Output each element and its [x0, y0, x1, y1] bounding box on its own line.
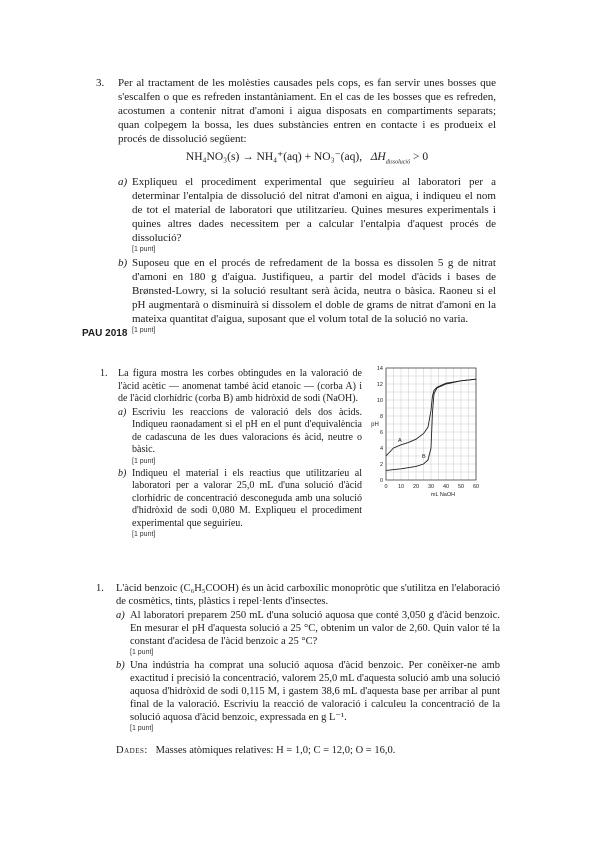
part-a [116, 609, 500, 658]
data-text: Masses atòmiques relatives: H = 1,0; C = 12,0; O = 16,0. [155, 745, 396, 756]
part-label: b) [118, 467, 127, 479]
section-heading: PAU 2018 [82, 328, 128, 339]
part-label: b) [116, 660, 125, 671]
y-tick-label: 14 [376, 366, 383, 372]
series-label-A: A [398, 438, 402, 445]
part-b [116, 659, 500, 734]
question-3 [96, 76, 496, 336]
eq-delta: $\Delta H_{dissolució}$ [370, 151, 411, 166]
y-tick-label: 4 [379, 446, 383, 452]
part-b [118, 256, 496, 336]
y-tick-label: 2 [379, 462, 383, 468]
question-intro: La figura mostra les corbes obtingudes en la valoració de l'àcid acètic — anomenat també àcid etanoic — (corba A) i de l'àcid clorhídric (corba B) amb hidròxid de sodi (NaOH). [118, 368, 362, 404]
question-1-titration [100, 368, 362, 540]
question-number: 1. [96, 583, 104, 594]
chart-grid [386, 368, 476, 480]
part-text: Escriviu les reaccions de valoració dels dos àcids. Indiqueu raonadament si el pH en el punt d'equivalència de cadascuna de les dues valoracions és àcid, neutre o bàsic. [132, 406, 362, 455]
x-tick-label: 60 [472, 484, 480, 490]
x-tick-label: 50 [457, 484, 465, 490]
eq-product2: NO₃⁻(aq) [313, 151, 360, 163]
part-b [118, 468, 362, 541]
y-tick-label: 6 [379, 430, 383, 436]
y-axis-label: pH [371, 422, 379, 428]
x-axis-label: mL NaOH [430, 492, 456, 498]
question-1-benzoic [96, 582, 500, 757]
eq-reactant: NH₄NO₃(s) [185, 151, 240, 163]
part-label: a) [118, 176, 128, 189]
points-label: [1 punt] [132, 327, 156, 335]
part-text: Una indústria ha comprat una solució aquosa d'àcid benzoic. Per conèixer-ne amb exactitud i precisió la concentració, valorem 25,0 mL d'aquesta solució amb una solució aquosa d'hidròxid de sodi 0,115 M, i gastem 38,6 mL d'aquesta base per arribar al punt final de la valoració. Escriviu la reacció de valoració i calculeu la concentració de la solució aquosa d'àcid benzoic, expressada en g L⁻¹. [130, 660, 500, 723]
part-label: a) [116, 610, 125, 621]
part-label: b) [118, 257, 128, 270]
x-tick-label: 30 [427, 484, 435, 490]
eq-condition: > 0 [412, 151, 429, 163]
points-label: [1 punt] [132, 531, 156, 538]
titration-chart [364, 362, 484, 504]
part-text: Indiqueu el material i els reactius que utilitzaríeu al laboratori per a valorar 25,0 mL d'una solució d'àcid clorhídric de concentració desconeguda amb una solució d'hidròxid de sodi 0,080 M. Expliqueu el procediment experimental que seguiríeu. [132, 467, 362, 529]
eq-product1: NH₄⁺(aq) [256, 151, 302, 163]
part-a [118, 407, 362, 467]
part-a [118, 175, 496, 255]
y-tick-label: 0 [379, 478, 383, 484]
question-intro: Per al tractament de les molèsties causades pels cops, es fan servir unes bosses que s'escalfen o que es refreden instantàniament. En el cas de les bosses que es refreden, acostumen a contenir nitrat d'amoni i aigua disposats en compartiments separats; quan colpegem la bossa, les dues substàncies entren en contacte i es produeix el procés de dissolució següent: [118, 77, 496, 145]
part-label: a) [118, 406, 127, 418]
eq-plus: + [304, 151, 312, 163]
x-tick-label: 10 [397, 484, 405, 490]
y-tick-label: 8 [379, 414, 383, 420]
data-line [116, 744, 500, 757]
part-text: Expliqueu el procediment experimental que seguiríeu al laboratori per a determinar l'entalpia de dissolució del nitrat d'amoni en aigua, i indiqueu el nom de tot el material de laboratori que utilitzaríeu. Quines mesures experimentals i quines altres dades necessitem per a calcular l'entalpia d'aquest procés de dissolució? [132, 176, 496, 245]
question-intro: L'àcid benzoic (C₆H₅COOH) és un àcid carboxílic monopròtic que s'utilitza en l'elaboració de cosmètics, tints, plàstics i repel·lents d'insectes. [116, 583, 500, 607]
x-tick-label: 0 [384, 484, 388, 490]
question-number: 3. [96, 77, 105, 89]
part-text: Al laboratori preparem 250 mL d'una solució aquosa que conté 3,050 g d'àcid benzoic. En mesurar el pH d'aquesta solució a 25 °C, obtenim un valor de 2,60. Quin valor té la constant d'acidesa de l'àcid benzoic a 25 °C? [130, 610, 500, 647]
part-text: Suposeu que en el procés de refredament de la bossa es dissolen 5 g de nitrat d'amoni en 180 g d'aigua. Justifiqueu, a partir del model d'àcids i bases de Brønsted-Lowry, si la solució resultant serà àcida, neutra o bàsica. Raoneu si el pH augmentarà o disminuirà si dissolem el doble de grams de nitrat d'amoni en la mateixa quantitat d'aigua, suposant que el volum total de la solució no varia. [132, 257, 496, 326]
points-label: [1 punt] [132, 457, 156, 465]
x-tick-label: 20 [412, 484, 420, 490]
eq-arrow: → [242, 151, 254, 163]
dissolution-equation: NH₄NO₃(s) → NH₄⁺(aq) + NO₃⁻(aq), $\Delta H_{dissolució} > 0$ [185, 151, 429, 166]
series-label-B: B [422, 454, 426, 461]
y-tick-label: 10 [376, 398, 383, 404]
points-label: [1 punt] [132, 246, 156, 254]
x-tick-label: 40 [442, 484, 450, 490]
points-label: [1 punt] [130, 725, 154, 732]
data-label: Dades: [116, 745, 148, 756]
question-number: 1. [100, 368, 108, 379]
y-tick-label: 12 [376, 382, 383, 388]
points-label: [1 punt] [130, 649, 154, 656]
